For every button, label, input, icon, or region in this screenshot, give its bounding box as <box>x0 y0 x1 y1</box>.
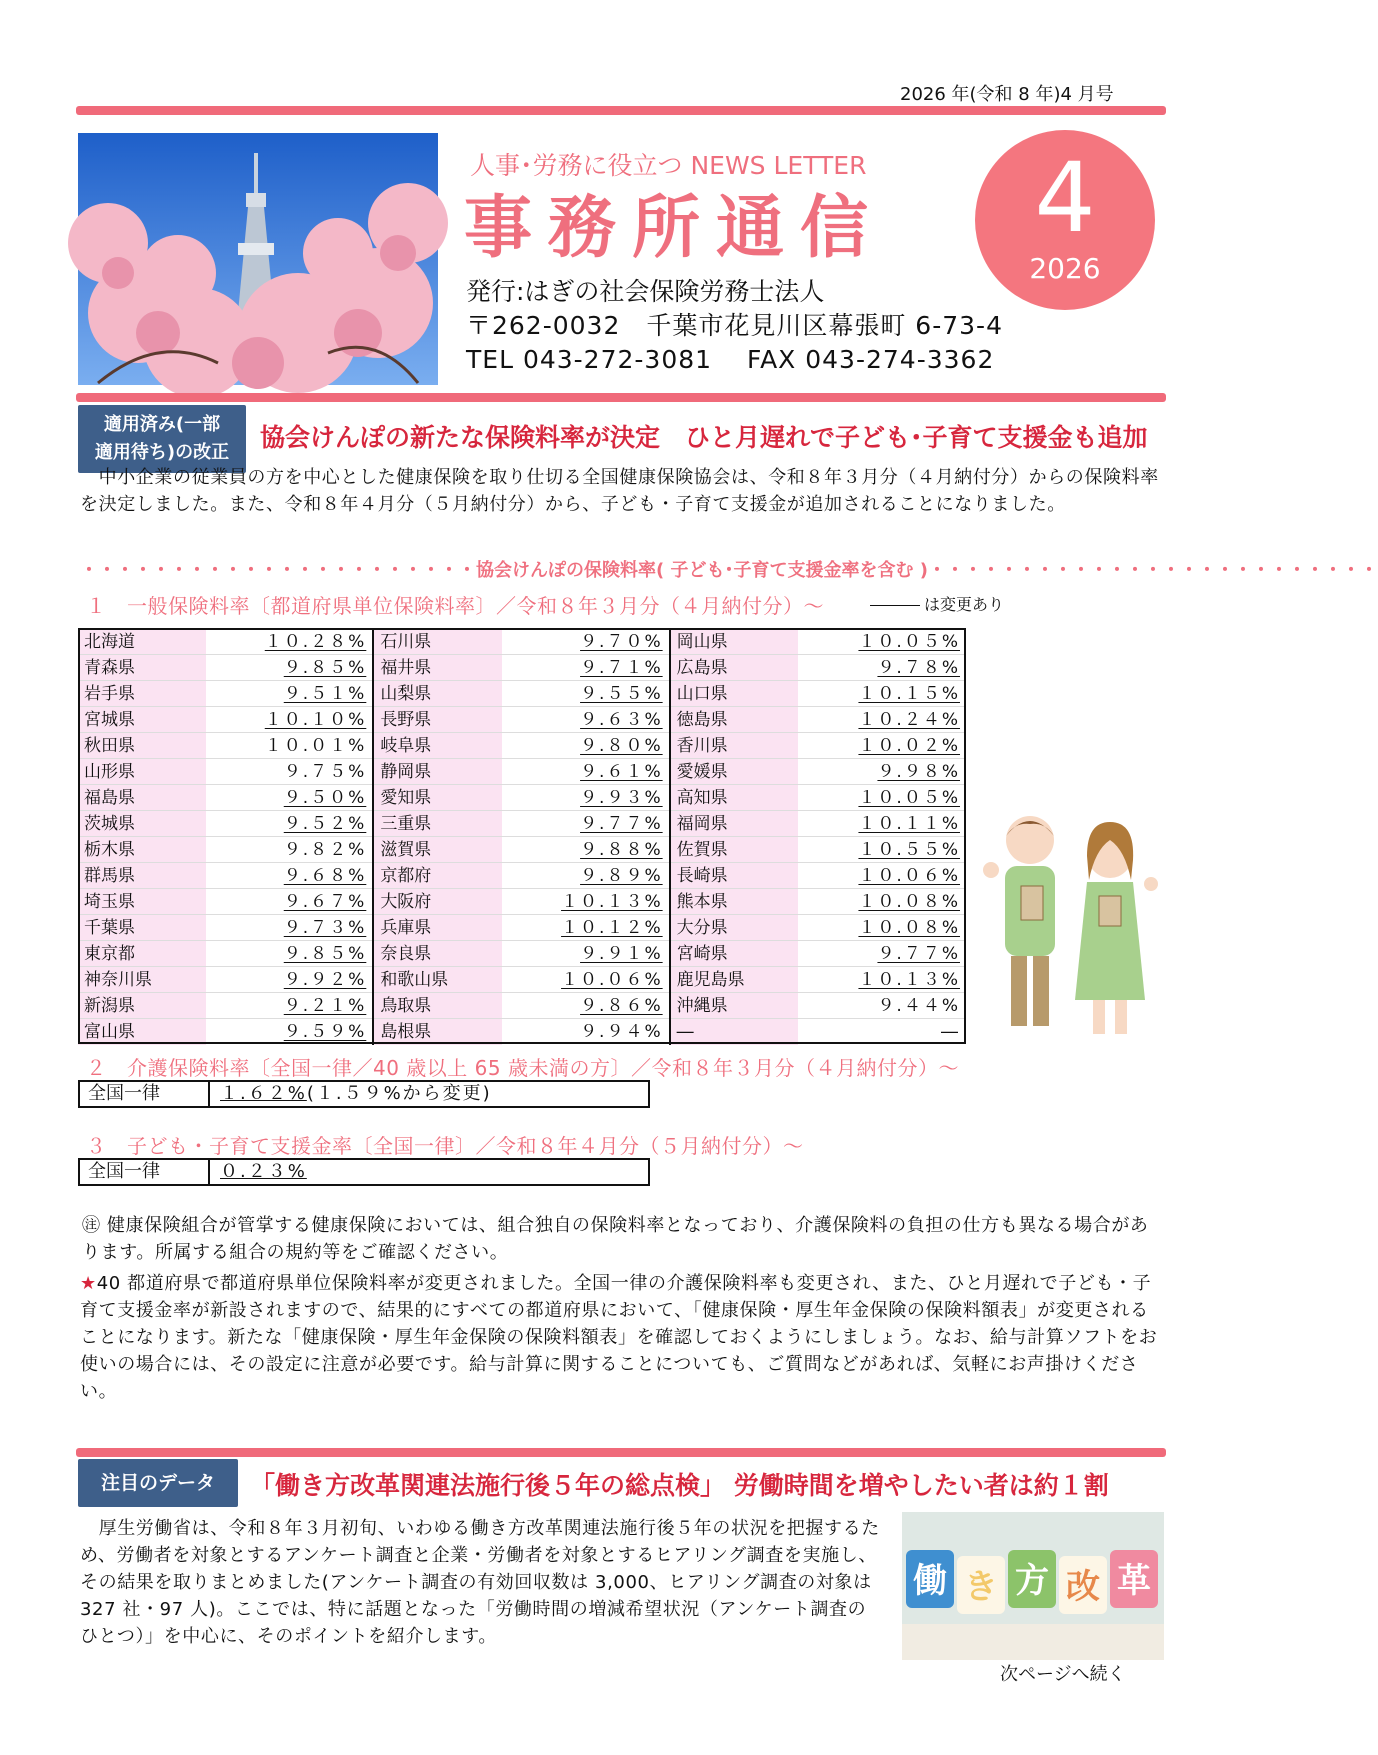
prefecture-name: 群馬県 <box>78 863 206 889</box>
prefecture-name: 愛媛県 <box>671 759 799 785</box>
changed-rate: ９.８６% <box>580 995 663 1016</box>
prefecture-name: 岐阜県 <box>374 733 502 759</box>
prefecture-rate <box>798 707 966 733</box>
rate-table-row <box>78 733 966 759</box>
prefecture-name: 富山県 <box>78 1019 206 1045</box>
prefecture-name: 石川県 <box>374 629 502 655</box>
changed-rate: ９.９３% <box>580 787 663 808</box>
prefecture-rate: １０.０１% <box>206 733 374 759</box>
changed-rate: ９.８０% <box>580 735 663 756</box>
prefecture-rate <box>206 889 374 915</box>
prefecture-name: 佐賀県 <box>671 837 799 863</box>
dots-left: ・・・・・・・・・・・・・・・・・・・・・・ <box>80 560 476 581</box>
article2-bar <box>76 1448 1166 1457</box>
prefecture-name: 岩手県 <box>78 681 206 707</box>
publisher: 発行:はぎの社会保険労務士法人 <box>466 277 825 306</box>
prefecture-name: 千葉県 <box>78 915 206 941</box>
prefecture-name: 鹿児島県 <box>671 967 799 993</box>
dots-right: ・・・・・・・・・・・・・・・・・・・・・・・・・ <box>927 560 1378 581</box>
prefecture-rate <box>502 681 670 707</box>
prefecture-rate: ９.８２% <box>206 837 374 863</box>
changed-rate: ９.７８% <box>877 657 960 678</box>
changed-rate: １０.２４% <box>858 709 960 730</box>
prefecture-rate <box>206 915 374 941</box>
prefecture-rate <box>206 863 374 889</box>
prefecture-rate <box>798 837 966 863</box>
changed-rate: １０.０２% <box>858 735 960 756</box>
prefecture-rate: ９.９４% <box>502 1019 670 1045</box>
rate-table-row <box>78 1019 966 1045</box>
prefecture-name: 東京都 <box>78 941 206 967</box>
changed-rate: ９.５９% <box>283 1021 367 1042</box>
changed-rate: １０.０６% <box>561 969 663 990</box>
prefecture-rate <box>502 629 670 655</box>
prefecture-name: 高知県 <box>671 785 799 811</box>
prefecture-rate <box>798 681 966 707</box>
changed-rate: １０.０５% <box>858 631 960 652</box>
prefecture-rate <box>798 759 966 785</box>
prefecture-name: 埼玉県 <box>78 889 206 915</box>
prefecture-rate <box>502 707 670 733</box>
prefecture-rate <box>798 967 966 993</box>
article1-summary-text: 40 都道府県で都道府県単位保険料率が変更されました。全国一律の介護保険料率も変更され、また、ひと月遅れで子ども・子育て支援金率が新設されますので、結果的にすべての都道府県において、「健康保険・厚生年金保険の保険料額表」が変更されることになります。新たな「健康保険・厚生年金保険の保険料額表」を確認しておくようにしましょう。なお、給与計算ソフトをお使いの場合には、その設定に注意が必要です。給与計算に関することについても、ご質問などがあれば、気軽にお声掛けください。 <box>80 1273 1158 1402</box>
prefecture-rate: ９.７５% <box>206 759 374 785</box>
rate-table-row <box>78 993 966 1019</box>
changed-rate: ９.９１% <box>580 943 663 964</box>
prefecture-name: 広島県 <box>671 655 799 681</box>
prefecture-name: 兵庫県 <box>374 915 502 941</box>
article2-body: 厚生労働省は、令和８年３月初旬、いわゆる働き方改革関連法施行後５年の状況を把握するため、労働者を対象とするアンケート調査と企業・労働者を対象とするヒアリング調査を実施し、その結果を取りまとめました(アンケート調査の有効回収数は 3,000、ヒアリング調査の対象は 327 社・97 人)。ここでは、特に話題となった「労働時間の増減希望状況（アンケート調査のひとつ）」を中心に、そのポイントを紹介します。 <box>80 1518 880 1647</box>
prefecture-rate <box>502 941 670 967</box>
prefecture-name: 静岡県 <box>374 759 502 785</box>
prefecture-rate <box>798 889 966 915</box>
changed-rate: ９.７３% <box>283 917 367 938</box>
prefecture-rate <box>206 1019 374 1045</box>
changed-rate: ９.５２% <box>283 813 367 834</box>
changed-rate: ９.７１% <box>580 657 663 678</box>
section2-label: ２ 介護保険料率〔全国一律／40 歳以上 65 歳未満の方〕／令和８年３月分（４月納付分）～ <box>86 1056 959 1080</box>
prefecture-name: 神奈川県 <box>78 967 206 993</box>
changed-rate: ９.６８% <box>283 865 367 886</box>
article1-headline: 協会けんぽの新たな保険料率が決定 ひと月遅れで子ども･子育て支援金も追加 <box>260 423 1148 452</box>
prefecture-name: 茨城県 <box>78 811 206 837</box>
word-block <box>957 1556 1005 1614</box>
prefecture-rate <box>502 915 670 941</box>
article1-note: ㊟ 健康保険組合が管掌する健康保険においては、組合独自の保険料率となっており、介護保険料の負担の仕方も異なる場合があります。所属する組合の規約等をご確認ください。 <box>82 1215 1149 1263</box>
article2-headline: 「働き方改革関連法施行後５年の総点検」 労働時間を増やしたい者は約１割 <box>250 1471 1109 1500</box>
prefecture-name: 徳島県 <box>671 707 799 733</box>
rate-table-row <box>78 707 966 733</box>
prefecture-name: 宮崎県 <box>671 941 799 967</box>
prefecture-name: 鳥取県 <box>374 993 502 1019</box>
changed-rate: ９.７０% <box>580 631 663 652</box>
changed-rate: ９.８５% <box>283 657 367 678</box>
prefecture-rate <box>798 941 966 967</box>
changed-rate: ９.５１% <box>283 683 367 704</box>
prefecture-name: 三重県 <box>374 811 502 837</box>
prefecture-rate <box>502 785 670 811</box>
couple-illustration <box>975 800 1165 1040</box>
prefecture-rate <box>206 655 374 681</box>
prefecture-rate <box>206 941 374 967</box>
prefecture-rate <box>206 993 374 1019</box>
changed-rate: ９.８８% <box>580 839 663 860</box>
prefecture-name: 長崎県 <box>671 863 799 889</box>
changed-rate: １０.０５% <box>858 787 960 808</box>
underline-sample <box>870 605 920 606</box>
prefecture-name: 新潟県 <box>78 993 206 1019</box>
header-bottom-bar <box>76 393 1166 402</box>
rate-table-row <box>78 837 966 863</box>
prefecture-name: 福井県 <box>374 655 502 681</box>
prefecture-name: 香川県 <box>671 733 799 759</box>
prefecture-name: 和歌山県 <box>374 967 502 993</box>
issue-year: 2026 <box>1029 252 1101 285</box>
prefecture-name: 栃木県 <box>78 837 206 863</box>
prefecture-rate <box>798 733 966 759</box>
rate-table-row <box>78 759 966 785</box>
prefecture-name: 秋田県 <box>78 733 206 759</box>
prefecture-name: 山形県 <box>78 759 206 785</box>
prefecture-rate <box>502 863 670 889</box>
changed-rate: １０.１０% <box>264 709 367 730</box>
changed-rate: ９.７７% <box>877 943 960 964</box>
prefecture-rate <box>502 811 670 837</box>
changed-rate: １０.０８% <box>858 891 960 912</box>
prefecture-name: 島根県 <box>374 1019 502 1045</box>
svg-text:き: き <box>964 1567 998 1607</box>
article1-tag-line2: 適用待ち)の改正 <box>94 442 230 463</box>
prefecture-rate <box>798 629 966 655</box>
word-block <box>1059 1556 1107 1614</box>
issue-badge <box>975 130 1155 310</box>
article1-intro: 中小企業の従業員の方を中心とした健康保険を取り仕切る全国健康保険協会は、令和８年３月分（４月納付分）からの保険料率を決定しました。また、令和８年４月分（５月納付分）から、子ども・子育て支援金が追加されることになりました。 <box>80 467 1159 515</box>
prefecture-name: 青森県 <box>78 655 206 681</box>
prefecture-name: 大分県 <box>671 915 799 941</box>
prefecture-rate <box>798 655 966 681</box>
prefecture-name: 山口県 <box>671 681 799 707</box>
prefecture-rate <box>206 707 374 733</box>
prefecture-rate <box>206 629 374 655</box>
prefecture-rate: ９.４４% <box>798 993 966 1019</box>
prefecture-name: 熊本県 <box>671 889 799 915</box>
rate-table-row <box>78 915 966 941</box>
prefecture-rate <box>798 863 966 889</box>
rate-table-row <box>78 941 966 967</box>
changed-rate: １０.１３% <box>858 969 960 990</box>
changed-rate: ９.２１% <box>283 995 367 1016</box>
changed-rate: １０.２８% <box>264 631 367 652</box>
newsletter-subtitle: 人事･労務に役立つ NEWS LETTER <box>470 151 867 180</box>
prefecture-rate <box>798 811 966 837</box>
section2-box-value-wrap <box>220 1082 492 1106</box>
work-reform-blocks-image <box>902 1512 1164 1660</box>
prefecture-name: 滋賀県 <box>374 837 502 863</box>
changed-rate: ９.９８% <box>877 761 960 782</box>
newsletter-title: 事務所通信 <box>464 189 885 268</box>
section2-box-note: (１.５９%から変更) <box>306 1083 492 1104</box>
prefecture-rate <box>502 837 670 863</box>
article1-summary <box>80 1270 1160 1405</box>
changed-rate: ９.８９% <box>580 865 663 886</box>
section2-box-value: １.６２% <box>220 1083 307 1104</box>
changed-rate: ９.６７% <box>283 891 367 912</box>
star-mark: ★ <box>80 1273 97 1294</box>
rate-table-row <box>78 863 966 889</box>
continue-next-page: 次ページへ続く <box>1000 1664 1126 1685</box>
prefecture-rate <box>798 785 966 811</box>
issue-date: 2026 年(令和 8 年)4 月号 <box>900 84 1114 105</box>
prefecture-rate <box>502 733 670 759</box>
changed-note <box>870 592 1004 615</box>
changed-rate: １０.０６% <box>858 865 960 886</box>
rate-table-row <box>78 889 966 915</box>
changed-rate: １０.１１% <box>858 813 960 834</box>
article1-tag-line1: 適用済み(一部 <box>103 414 221 435</box>
changed-rate: ９.７７% <box>580 813 663 834</box>
svg-text:改: 改 <box>1066 1567 1100 1607</box>
tel-fax: TEL 043-272-3081 FAX 043-274-3362 <box>466 345 995 374</box>
rate-table <box>78 628 966 1045</box>
prefecture-rate <box>206 811 374 837</box>
prefecture-name: ― <box>671 1019 799 1045</box>
section3-box-value: ０.２３% <box>220 1161 307 1182</box>
word-block <box>1110 1550 1158 1608</box>
rate-table-row <box>78 681 966 707</box>
rate-table-row <box>78 967 966 993</box>
prefecture-name: 大阪府 <box>374 889 502 915</box>
section2-rate-box <box>78 1080 650 1108</box>
changed-rate: ９.５０% <box>283 787 367 808</box>
changed-rate: ９.８５% <box>283 943 367 964</box>
prefecture-rate: ― <box>798 1019 966 1045</box>
skytree-cherry-photo <box>78 133 438 385</box>
prefecture-name: 奈良県 <box>374 941 502 967</box>
changed-rate: ９.６１% <box>580 761 663 782</box>
changed-rate: １０.１５% <box>858 683 960 704</box>
changed-rate: １０.０８% <box>858 917 960 938</box>
changed-note-text: は変更あり <box>924 595 1005 614</box>
changed-rate: ９.９２% <box>283 969 367 990</box>
rate-table-row <box>78 655 966 681</box>
rate-table-title-text: 協会けんぽの保険料率( 子ども･子育て支援金率を含む ) <box>476 560 928 581</box>
svg-text:方: 方 <box>1015 1561 1049 1601</box>
changed-rate: １０.５５% <box>858 839 960 860</box>
svg-text:働: 働 <box>913 1561 947 1601</box>
rate-table-row <box>78 785 966 811</box>
article2-tag: 注目のデータ <box>78 1459 238 1507</box>
header-top-bar <box>76 106 1166 115</box>
svg-text:革: 革 <box>1117 1561 1151 1601</box>
prefecture-name: 岡山県 <box>671 629 799 655</box>
prefecture-rate <box>502 655 670 681</box>
prefecture-rate <box>502 759 670 785</box>
section1-label: １ 一般保険料率〔都道府県単位保険料率〕／令和８年３月分（４月納付分）～ <box>86 594 824 618</box>
changed-rate: ９.５５% <box>580 683 663 704</box>
issue-number: 4 <box>1034 142 1096 254</box>
changed-rate: ９.６３% <box>580 709 663 730</box>
changed-rate: １０.１３% <box>561 891 663 912</box>
prefecture-rate <box>502 967 670 993</box>
section3-box-label: 全国一律 <box>80 1160 210 1184</box>
prefecture-name: 京都府 <box>374 863 502 889</box>
changed-rate: １０.１２% <box>561 917 663 938</box>
address: 〒262-0032 千葉市花見川区幕張町 6-73-4 <box>466 311 1003 340</box>
section3-label: ３ 子ども・子育て支援金率〔全国一律〕／令和８年４月分（５月納付分）～ <box>86 1134 804 1158</box>
prefecture-rate <box>798 915 966 941</box>
prefecture-rate <box>206 967 374 993</box>
rate-table-title <box>80 556 1378 582</box>
section3-rate-box <box>78 1158 650 1186</box>
section2-box-label: 全国一律 <box>80 1082 210 1106</box>
prefecture-name: 福島県 <box>78 785 206 811</box>
prefecture-rate <box>502 889 670 915</box>
prefecture-name: 山梨県 <box>374 681 502 707</box>
prefecture-rate <box>206 681 374 707</box>
word-block <box>906 1550 954 1608</box>
prefecture-name: 宮城県 <box>78 707 206 733</box>
prefecture-rate <box>502 993 670 1019</box>
prefecture-name: 北海道 <box>78 629 206 655</box>
prefecture-name: 愛知県 <box>374 785 502 811</box>
article1-tag <box>78 405 246 473</box>
prefecture-name: 長野県 <box>374 707 502 733</box>
prefecture-name: 福岡県 <box>671 811 799 837</box>
rate-table-row <box>78 629 966 655</box>
prefecture-name: 沖縄県 <box>671 993 799 1019</box>
word-block <box>1008 1550 1056 1608</box>
section3-box-value-wrap <box>220 1160 307 1184</box>
rate-table-row <box>78 811 966 837</box>
prefecture-rate <box>206 785 374 811</box>
